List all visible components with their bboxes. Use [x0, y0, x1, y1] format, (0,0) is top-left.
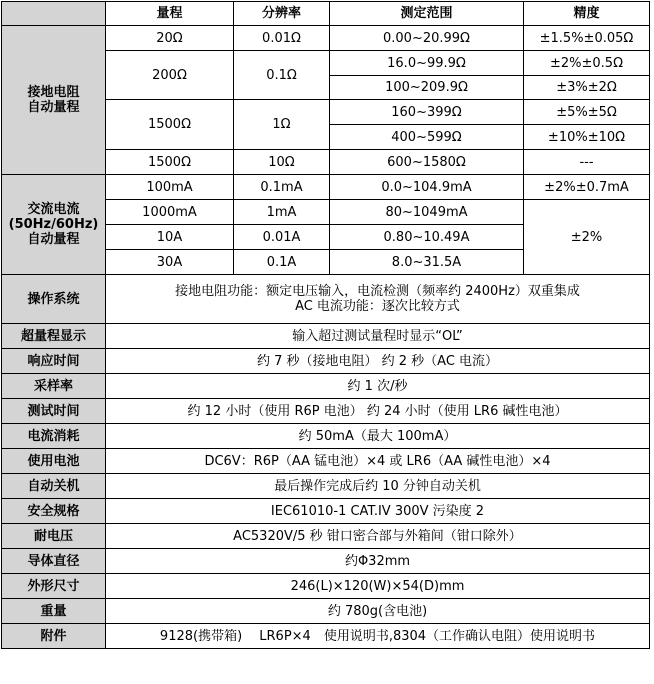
- spec-row-response-time: [2, 349, 650, 374]
- earth-resistance-label: [2, 26, 106, 175]
- spec-value: 约Φ32mm: [106, 549, 650, 574]
- ac-label-line1: 交流电流: [27, 202, 80, 217]
- spec-row-safety: [2, 499, 650, 524]
- earth-label-line2: 自动量程: [27, 100, 80, 115]
- spec-label: 电流消耗: [2, 424, 106, 449]
- spec-row-sampling-rate: [2, 374, 650, 399]
- earth-row-1: [2, 26, 650, 51]
- spec-label: 安全规格: [2, 499, 106, 524]
- header-corner-cell: [2, 2, 106, 26]
- spec-label: 耐电压: [2, 524, 106, 549]
- earth-resolution-cell: 0.1Ω: [234, 51, 330, 100]
- spec-row-current-consumption: [2, 424, 650, 449]
- spec-value: 9128(携带箱) LR6P×4 使用说明书,8304（工作确认电阻）使用说明书: [106, 624, 650, 649]
- spec-label: 使用电池: [2, 449, 106, 474]
- ac-range-cell: 10A: [106, 225, 234, 250]
- ac-measure-cell: 8.0~31.5A: [330, 250, 524, 275]
- spec-value: 约 780g(含电池): [106, 599, 650, 624]
- earth-label-line1: 接地电阻: [27, 85, 80, 100]
- operation-value: [106, 275, 650, 324]
- ac-resolution-cell: 0.1A: [234, 250, 330, 275]
- spec-value: 约 7 秒（接地电阻） 约 2 秒（AC 电流）: [106, 349, 650, 374]
- earth-range-cell: 1500Ω: [106, 100, 234, 150]
- ac-row-1: [2, 175, 650, 200]
- earth-resolution-cell: 10Ω: [234, 150, 330, 175]
- ac-accuracy-cell: ±2%: [524, 200, 650, 275]
- spec-value: 约 1 次/秒: [106, 374, 650, 399]
- spec-row-overrange: [2, 324, 650, 349]
- operation-line2: AC 电流功能：逐次比较方式: [295, 299, 460, 314]
- earth-measure-cell: 16.0~99.9Ω: [330, 51, 524, 76]
- header-measure-range: 测定范围: [330, 2, 524, 26]
- earth-resolution-cell: 0.01Ω: [234, 26, 330, 51]
- earth-measure-cell: 0.00~20.99Ω: [330, 26, 524, 51]
- earth-measure-cell: 160~399Ω: [330, 100, 524, 125]
- earth-accuracy-cell: ±1.5%±0.05Ω: [524, 26, 650, 51]
- operation-label: 操作系统: [2, 275, 106, 324]
- spec-label: 超量程显示: [2, 324, 106, 349]
- operation-line1: 接地电阻功能：额定电压输入，电流检测（频率约 2400Hz）双重集成: [175, 284, 580, 299]
- operation-row: [2, 275, 650, 324]
- spec-row-test-time: [2, 399, 650, 424]
- header-row: [2, 2, 650, 26]
- earth-range-cell: 20Ω: [106, 26, 234, 51]
- earth-accuracy-cell: ±5%±5Ω: [524, 100, 650, 125]
- ac-measure-cell: 80~1049mA: [330, 200, 524, 225]
- header-accuracy: 精度: [524, 2, 650, 26]
- spec-table: [1, 1, 650, 649]
- spec-label: 测试时间: [2, 399, 106, 424]
- earth-accuracy-cell: ±2%±0.5Ω: [524, 51, 650, 76]
- earth-range-cell: 1500Ω: [106, 150, 234, 175]
- spec-value: 约 12 小时（使用 R6P 电池） 约 24 小时（使用 LR6 碱性电池）: [106, 399, 650, 424]
- spec-label: 外形尺寸: [2, 574, 106, 599]
- ac-range-cell: 1000mA: [106, 200, 234, 225]
- ac-resolution-cell: 0.1mA: [234, 175, 330, 200]
- spec-value: 最后操作完成后约 10 分钟自动关机: [106, 474, 650, 499]
- spec-label: 附件: [2, 624, 106, 649]
- spec-label: 采样率: [2, 374, 106, 399]
- earth-accuracy-cell: ±10%±10Ω: [524, 125, 650, 150]
- spec-label: 导体直径: [2, 549, 106, 574]
- spec-label: 重量: [2, 599, 106, 624]
- ac-accuracy-cell: ±2%±0.7mA: [524, 175, 650, 200]
- header-range: 量程: [106, 2, 234, 26]
- ac-range-cell: 30A: [106, 250, 234, 275]
- ac-label-line3: 自动量程: [27, 232, 80, 247]
- earth-measure-cell: 100~209.9Ω: [330, 76, 524, 100]
- ac-range-cell: 100mA: [106, 175, 234, 200]
- earth-resolution-cell: 1Ω: [234, 100, 330, 150]
- spec-value: AC5320V/5 秒 钳口密合部与外箱间（钳口除外）: [106, 524, 650, 549]
- ac-measure-cell: 0.80~10.49A: [330, 225, 524, 250]
- header-resolution: 分辨率: [234, 2, 330, 26]
- spec-row-conductor-diameter: [2, 549, 650, 574]
- earth-measure-cell: 400~599Ω: [330, 125, 524, 150]
- spec-row-weight: [2, 599, 650, 624]
- earth-measure-cell: 600~1580Ω: [330, 150, 524, 175]
- spec-value: DC6V：R6P（AA 锰电池）×4 或 LR6（AA 碱性电池）×4: [106, 449, 650, 474]
- spec-value: IEC61010-1 CAT.IV 300V 污染度 2: [106, 499, 650, 524]
- spec-row-dimensions: [2, 574, 650, 599]
- ac-label-line2: (50Hz/60Hz): [8, 217, 99, 232]
- earth-accuracy-cell: ---: [524, 150, 650, 175]
- spec-row-accessories: [2, 624, 650, 649]
- ac-measure-cell: 0.0~104.9mA: [330, 175, 524, 200]
- ac-current-label: [2, 175, 106, 275]
- ac-resolution-cell: 0.01A: [234, 225, 330, 250]
- spec-row-battery: [2, 449, 650, 474]
- spec-value: 输入超过测试量程时显示“OL”: [106, 324, 650, 349]
- ac-resolution-cell: 1mA: [234, 200, 330, 225]
- spec-row-withstand-voltage: [2, 524, 650, 549]
- spec-label: 自动关机: [2, 474, 106, 499]
- spec-row-auto-power-off: [2, 474, 650, 499]
- spec-label: 响应时间: [2, 349, 106, 374]
- spec-value: 246(L)×120(W)×54(D)mm: [106, 574, 650, 599]
- spec-value: 约 50mA（最大 100mA）: [106, 424, 650, 449]
- earth-accuracy-cell: ±3%±2Ω: [524, 76, 650, 100]
- earth-range-cell: 200Ω: [106, 51, 234, 100]
